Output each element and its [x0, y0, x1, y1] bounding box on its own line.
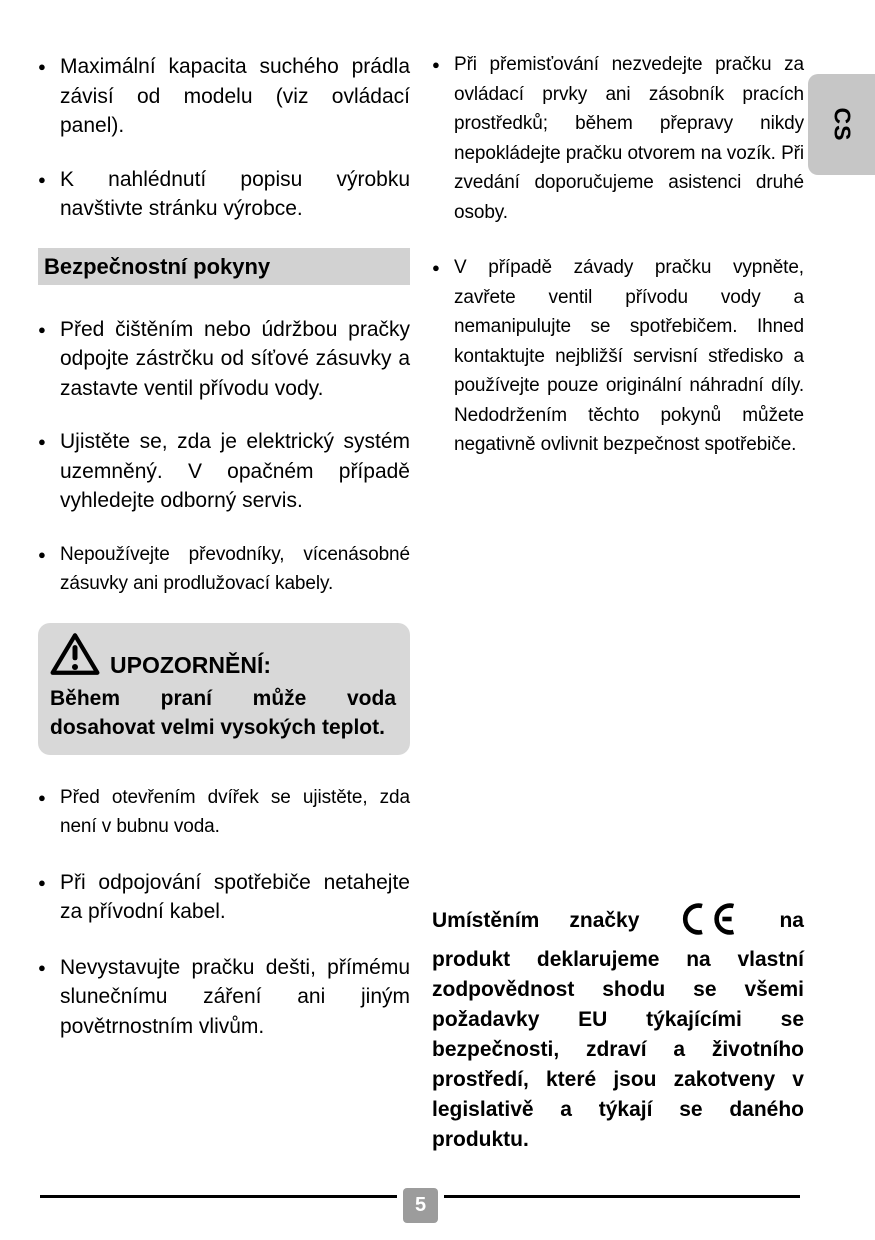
- warning-triangle-icon: [50, 631, 100, 682]
- list-item: [432, 253, 804, 460]
- section-header: Bezpečnostní pokyny: [38, 248, 410, 285]
- bullet-text: Nevystavujte pračku dešti, přímému slunečnímu záření ani jiným povětrnostním vlivům.: [60, 955, 410, 1038]
- bullet-text: Maximální kapacita suchého prádla závisí od modelu (viz ovládací panel).: [60, 55, 410, 137]
- ce-mark-icon: [679, 902, 739, 945]
- bullet-icon: ●: [38, 171, 46, 187]
- bullet-text: Ujistěte se, zda je elektrický systém uzemněný. V opačném případě vyhledejte odborný servis.: [60, 430, 410, 512]
- list-item: [38, 52, 410, 141]
- footer-rule-right: [444, 1195, 800, 1198]
- bullet-icon: ●: [38, 546, 46, 562]
- warning-text: Během praní může voda dosahovat velmi vysokých teplot.: [50, 686, 396, 739]
- bullet-text: V případě závady pračku vypněte, zavřete ventil přívodu vody a nemanipulujte se spotřebičem. Ihned kontaktujte nejbližší servisní středisko a používejte pouze originální náhradní díly. Nedodržením těchto pokynů můžete negativně ovlivnit bezpečnost spotřebiče.: [454, 257, 804, 455]
- warning-box: [38, 623, 410, 755]
- bullet-text: Nepoužívejte převodníky, vícenásobné zásuvky ani prodlužovací kabely.: [60, 543, 410, 594]
- warning-title: UPOZORNĚNÍ:: [110, 651, 271, 678]
- bullet-text: Při přemisťování nezvedejte pračku za ovládací prvky ani zásobník pracích prostředků; během přepravy nikdy nepokládejte pračku otvorem na vozík. Při zvedání doporučujeme asistenci druhé osoby.: [454, 54, 804, 223]
- bullet-icon: ●: [432, 260, 440, 275]
- page-number: 5: [403, 1188, 438, 1223]
- bullet-text: K nahlédnutí popisu výrobku navštivte stránku výrobce.: [60, 167, 410, 220]
- warning-header: [50, 631, 396, 682]
- ce-text-before: Umístěním značky: [432, 909, 640, 932]
- bullet-icon: ●: [38, 874, 46, 890]
- bullet-icon: ●: [432, 57, 440, 72]
- bullet-icon: ●: [38, 959, 46, 975]
- footer-rule-left: [40, 1195, 397, 1198]
- list-item: [38, 953, 410, 1042]
- ce-text-after: na produkt deklarujeme na vlastní zodpovědnost shodu se všemi požadavky EU týkajícími se bezpečnosti, zdraví a životního prostředí, které jsou zakotveny v legislativě a týkají se daného produktu.: [432, 909, 804, 1151]
- bullet-text: Před otevřením dvířek se ujistěte, zda není v bubnu voda.: [60, 786, 410, 837]
- list-item: [38, 427, 410, 516]
- language-tab-label: CS: [828, 107, 855, 142]
- left-column: [38, 52, 410, 1067]
- ce-declaration: [432, 902, 804, 1155]
- right-column: [432, 50, 804, 484]
- list-item: [38, 868, 410, 927]
- list-item: [38, 315, 410, 404]
- bullet-icon: ●: [38, 321, 46, 337]
- bullet-icon: ●: [38, 789, 46, 805]
- language-tab: [808, 74, 875, 175]
- bullet-icon: ●: [38, 59, 46, 74]
- list-item: [38, 165, 410, 224]
- list-item: [38, 783, 410, 842]
- bullet-icon: ●: [38, 434, 46, 449]
- bullet-text: Při odpojování spotřebiče netahejte za přívodní kabel.: [60, 870, 410, 923]
- list-item: [432, 50, 804, 227]
- list-item: [38, 540, 410, 599]
- bullet-text: Před čištěním nebo údržbou pračky odpojte zástrčku od síťové zásuvky a zastavte ventil přívodu vody.: [60, 317, 410, 400]
